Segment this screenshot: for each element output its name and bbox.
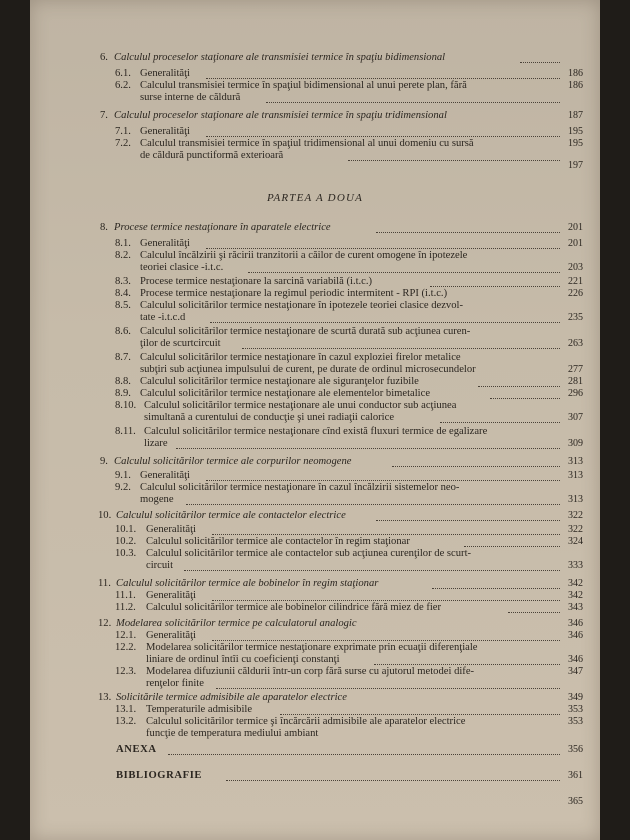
section-number: 11.2. <box>115 602 136 613</box>
dot-leader <box>348 154 560 161</box>
section-title-continued: liniare de ordinul întîi cu coeficienţi constanţi <box>146 654 340 665</box>
section-title: Calculul încălzirii şi răcirii tranzitorii a căilor de curent omogene în ipotezele <box>140 250 468 261</box>
page-number: 324 <box>568 536 583 547</box>
section-title-continued: renţelor finite <box>146 678 204 689</box>
section-title: Calculul solicitărilor termice nestaţionare ale unui conductor sub acţiunea <box>144 400 457 411</box>
section-title-continued: circuit <box>146 560 174 571</box>
section-title-continued: funcţie de temperatura mediului ambiant <box>146 728 319 739</box>
section-title-continued: subţiri sub acţiunea impulsului de curent, pe durate de ordinul microsecundelor <box>140 364 476 375</box>
section-number: 10.2. <box>115 536 137 547</box>
dot-leader <box>186 498 560 505</box>
page-number: 322 <box>568 524 583 535</box>
dot-leader <box>520 56 560 63</box>
dot-leader <box>212 594 560 601</box>
page-number: 201 <box>568 222 583 233</box>
dot-leader <box>490 392 560 399</box>
page-number: 349 <box>568 692 583 703</box>
page-number: 361 <box>568 770 583 781</box>
page-number: 346 <box>568 654 583 665</box>
page-number: 235 <box>568 312 583 323</box>
section-number: 8.5. <box>115 300 131 311</box>
dot-leader <box>176 442 560 449</box>
section-title: Calculul transmisiei termice în spaţiul bidimensional al unui perete plan, fără <box>140 80 467 91</box>
dot-leader <box>206 474 560 481</box>
section-title: Procese termice nestaţionare la sarcină variabilă (i.t.c.) <box>140 276 373 287</box>
dot-leader <box>184 564 560 571</box>
page-number: 346 <box>568 630 583 641</box>
chapter-title: Solicitările termice admisibile ale aparatelor electrice <box>116 692 347 703</box>
section-title: Calculul solicitărilor termice nestaţionare în ipotezele teoriei clasice dezvol- <box>140 300 463 311</box>
page-number: 353 <box>568 704 583 715</box>
section-title: Temperaturile admisibile <box>146 704 253 715</box>
page-number: 356 <box>568 744 583 755</box>
section-number: 8.3. <box>115 276 131 287</box>
dot-leader <box>206 242 560 249</box>
section-title-continued: teoriei clasice -i.t.c. <box>140 262 224 273</box>
section-title: Calculul solicitărilor termice nestaţionare în cazul încălzirii sistemelor neo- <box>140 482 460 493</box>
page-number: 197 <box>568 160 583 171</box>
section-title: Generalităţi <box>140 68 190 79</box>
page-number: 307 <box>568 412 583 423</box>
section-number: 11.1. <box>115 590 136 601</box>
dot-leader <box>206 130 560 137</box>
chapter-title: Calculul solicitărilor termice ale bobinelor în regim staţionar <box>116 578 379 589</box>
dot-leader <box>432 582 560 589</box>
book-page <box>30 0 600 840</box>
section-title: Generalităţi <box>140 126 190 137</box>
page-number: 322 <box>568 510 583 521</box>
page-number: 195 <box>568 126 583 137</box>
section-title-continued: ţilor de scurtcircuit <box>140 338 221 349</box>
page-number: 365 <box>568 796 583 807</box>
section-title-continued: surse interne de căldură <box>140 92 241 103</box>
section-title: Modelarea difuziunii căldurii într-un corp fără surse cu ajutorul metodei dife- <box>146 666 475 677</box>
section-title: Calculul solicitărilor termice nestaţionare cînd există fluxuri termice de egalizare <box>144 426 488 437</box>
page-number: 313 <box>568 494 583 505</box>
dot-leader <box>464 540 560 547</box>
section-title-continued: simultană a curentului de conducţie şi unei radiaţii calorice <box>144 412 395 423</box>
page-number: 226 <box>568 288 583 299</box>
dot-leader <box>508 606 560 613</box>
page-number: 346 <box>568 618 583 629</box>
page-number: 201 <box>568 238 583 249</box>
section-title-continued: de căldură punctiformă exterioară <box>140 150 284 161</box>
section-title: Calculul solicitărilor termice nestaţionare de scurtă durată sub acţiunea curen- <box>140 326 471 337</box>
section-title: Calculul solicitărilor termice nestaţionare ale siguranţelor fuzibile <box>140 376 419 387</box>
page-number: 353 <box>568 716 583 727</box>
section-title: Generalităţi <box>140 470 190 481</box>
dot-leader <box>376 514 560 521</box>
dot-leader <box>212 634 560 641</box>
dot-leader <box>226 774 560 781</box>
page-number: 342 <box>568 578 583 589</box>
part-heading: PARTEA A DOUA <box>266 192 364 204</box>
page-number: 281 <box>568 376 583 387</box>
chapter-number: 11. <box>98 578 111 589</box>
section-title-continued: tate -i.t.c.d <box>140 312 186 323</box>
section-number: 10.1. <box>115 524 137 535</box>
page-number: 263 <box>568 338 583 349</box>
section-title: Modelarea solicitărilor termice nestaţionare exprimate prin ecuaţii diferenţiale <box>146 642 478 653</box>
page-number: 203 <box>568 262 583 273</box>
page-number: 187 <box>568 110 583 121</box>
dot-leader <box>168 748 560 755</box>
section-title: Calculul solicitărilor termice ale contactelor în regim staţionar <box>146 536 410 547</box>
section-number: 8.11. <box>115 426 136 437</box>
section-number: 8.2. <box>115 250 131 261</box>
section-number: 6.2. <box>115 80 131 91</box>
chapter-number: 7. <box>100 110 108 121</box>
page-number: 313 <box>568 456 583 467</box>
page-number: 296 <box>568 388 583 399</box>
dot-leader <box>280 708 560 715</box>
section-title: Calculul solicitărilor termice ale contactelor sub acţiunea curenţilor de scurt- <box>146 548 472 559</box>
section-title: Generalităţi <box>146 630 196 641</box>
section-title: Generalităţi <box>146 590 196 601</box>
section-number: 10.3. <box>115 548 137 559</box>
section-number: 12.1. <box>115 630 137 641</box>
annex-label: ANEXA <box>116 744 157 755</box>
section-number: 7.1. <box>115 126 131 137</box>
dot-leader <box>374 658 560 665</box>
page-number: 313 <box>568 470 583 481</box>
section-title: Calculul solicitărilor termice nestaţionare în cazul exploziei firelor metalice <box>140 352 461 363</box>
section-title: Calculul solicitărilor termice şi încărcării admisibile ale aparatelor electrice <box>146 716 466 727</box>
chapter-number: 13. <box>98 692 112 703</box>
page-number: 347 <box>568 666 583 677</box>
page-number: 186 <box>568 80 583 91</box>
section-title: Generalităţi <box>146 524 196 535</box>
chapter-title: Modelarea solicitărilor termice pe calculatorul analogic <box>116 618 357 629</box>
section-title: Calculul solicitărilor termice ale bobinelor cilindrice fără miez de fier <box>146 602 442 613</box>
dot-leader <box>242 342 560 349</box>
section-title: Generalităţi <box>140 238 190 249</box>
dot-leader <box>392 460 560 467</box>
section-number: 8.10. <box>115 400 137 411</box>
section-number: 8.9. <box>115 388 131 399</box>
section-number: 12.3. <box>115 666 137 677</box>
dot-leader <box>430 280 560 287</box>
page-number: 343 <box>568 602 583 613</box>
page-number: 342 <box>568 590 583 601</box>
chapter-number: 10. <box>98 510 112 521</box>
page-number: 309 <box>568 438 583 449</box>
bibliography-label: BIBLIOGRAFIE <box>116 770 203 781</box>
section-number: 8.7. <box>115 352 131 363</box>
page-number: 186 <box>568 68 583 79</box>
page-number: 333 <box>568 560 583 571</box>
chapter-title: Calculul solicitărilor termice ale contactelor electrice <box>116 510 346 521</box>
section-number: 8.1. <box>115 238 131 249</box>
dot-leader <box>212 528 560 535</box>
section-number: 8.4. <box>115 288 131 299</box>
dot-leader <box>266 96 560 103</box>
section-number: 13.2. <box>115 716 137 727</box>
section-number: 13.1. <box>115 704 137 715</box>
dot-leader <box>210 316 560 323</box>
chapter-number: 9. <box>100 456 108 467</box>
dot-leader <box>376 226 560 233</box>
chapter-title: Calculul proceselor staţionare ale transmisiei termice în spaţiu bidimensional <box>114 52 446 63</box>
chapter-title: Procese termice nestaţionare în aparatele electrice <box>114 222 331 233</box>
chapter-number: 6. <box>100 52 108 63</box>
chapter-title: Calculul proceselor staţionare ale transmisiei termice în spaţiu tridimensional <box>114 110 447 121</box>
dot-leader <box>440 416 560 423</box>
section-number: 12.2. <box>115 642 137 653</box>
dot-leader <box>206 72 560 79</box>
dot-leader <box>248 266 560 273</box>
section-number: 8.8. <box>115 376 131 387</box>
section-number: 8.6. <box>115 326 131 337</box>
section-number: 9.1. <box>115 470 131 481</box>
page-number: 277 <box>568 364 583 375</box>
section-title: Calculul transmisiei termice în spaţiul tridimensional al unui domeniu cu sursă <box>140 138 474 149</box>
page-number: 195 <box>568 138 583 149</box>
page-number: 221 <box>568 276 583 287</box>
dot-leader <box>216 682 560 689</box>
section-number: 6.1. <box>115 68 131 79</box>
chapter-number: 12. <box>98 618 112 629</box>
dot-leader <box>478 380 560 387</box>
chapter-title: Calculul solicitărilor termice ale corpurilor neomogene <box>114 456 352 467</box>
section-title: Procese termice nestaţionare la regimul periodic intermitent - RPI (i.t.c.) <box>140 288 448 299</box>
section-title-continued: mogene <box>140 494 174 505</box>
section-title-continued: lizare <box>144 438 168 449</box>
chapter-number: 8. <box>100 222 108 233</box>
section-number: 9.2. <box>115 482 131 493</box>
section-title: Calculul solicitărilor termice nestaţionare ale elementelor bimetalice <box>140 388 431 399</box>
section-number: 7.2. <box>115 138 131 149</box>
